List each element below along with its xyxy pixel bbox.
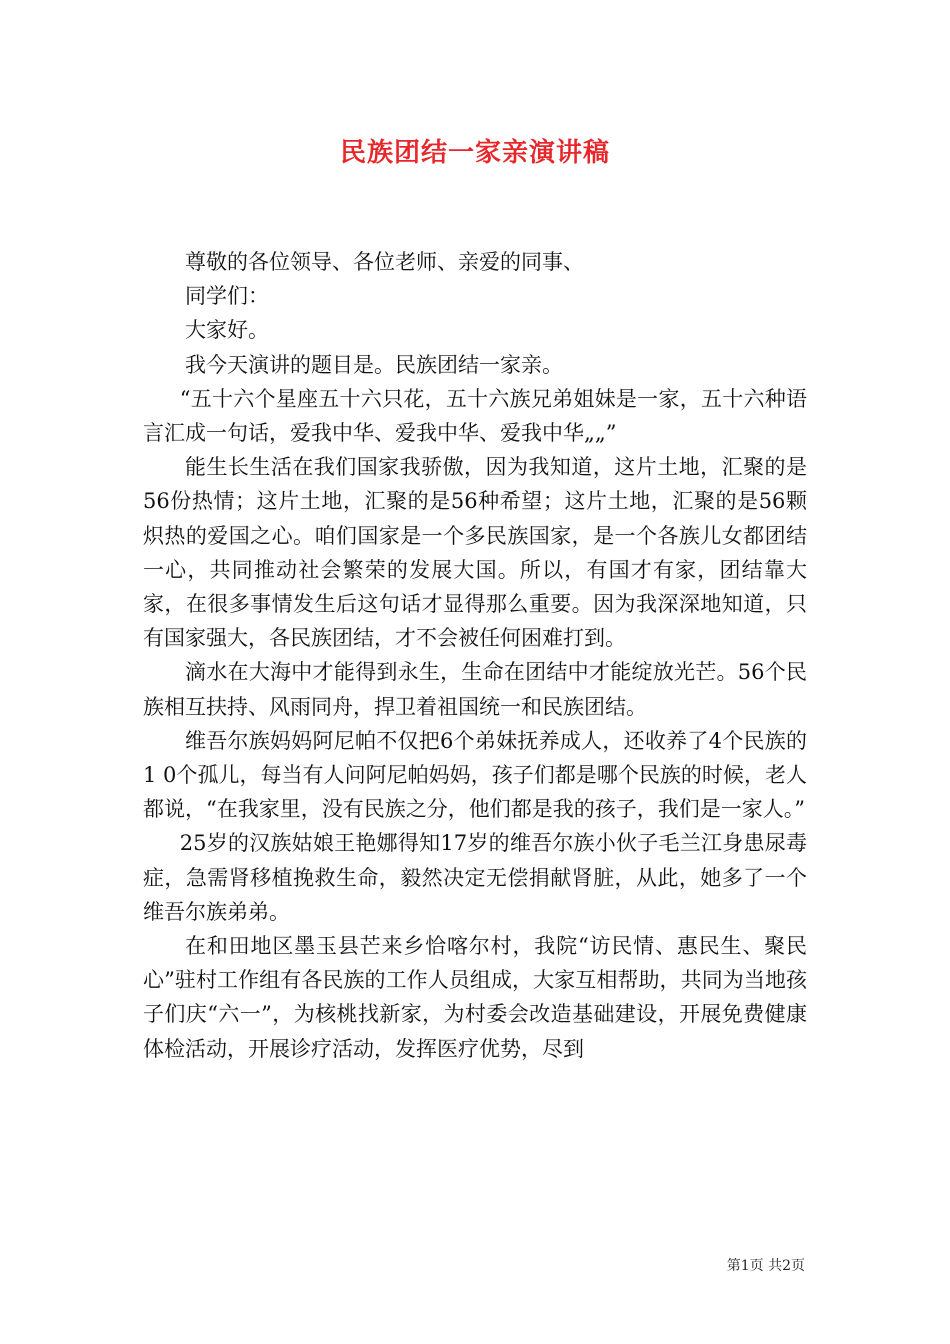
paragraph-anipa: 维吾尔族妈妈阿尼帕不仅把6个弟妹抚养成人，还收养了4个民族的1 0个孤儿，每当有人问阿尼帕妈妈，孩子们都是哪个民族的时候，老人都说，“在我家里，没有民族之分，他们都是我的孩子，我们是一家人。” [143,728,807,822]
paragraph-greeting-cont: 同学们： [185,284,269,309]
paragraph-song-quote: “五十六个星座五十六只花，五十六族兄弟姐妹是一家，五十六种语言汇成一句话，爱我中华、爱我中华、爱我中华„„” [143,386,807,446]
document-body [143,245,807,1066]
paragraph-wang-yanna: 25岁的汉族姑娘王艳娜得知17岁的维吾尔族小伙子毛兰江身患尿毒症，急需肾移植挽救生命，毅然决定无偿捐献肾脏，从此，她多了一个维吾尔族弟弟。 [143,831,807,924]
paragraph-hello: 大家好。 [185,318,269,343]
paragraph-greeting: 尊敬的各位领导、各位老师、亲爱的同事、 [185,250,584,274]
paragraph-village-work: 在和田地区墨玉县芒来乡恰喀尔村，我院“访民情、惠民生、聚民心”驻村工作组有各民族的工作人员组成，大家互相帮助，共同为当地孩子们庆“六一”，为核桃找新家，为村委会改造基础建设，开展免费健康体检活动，开展诊疗活动，发挥医疗优势，尽到 [143,934,807,1061]
paragraph-topic: 我今天演讲的题目是。民族团结一家亲。 [185,352,563,377]
paragraph-pride: 能生长生活在我们国家我骄傲，因为我知道，这片土地，汇聚的是56份热情；这片土地，汇聚的是56种希望；这片土地，汇聚的是56颗炽热的爱国之心。咱们国家是一个多民族国家，是一个各族儿女都团结一心，共同推动社会繁荣的发展大国。所以，有国才有家，团结靠大家，在很多事情发生后这句话才显得那么重要。因为我深深地知道，只有国家强大，各民族团结，才不会被任何困难打到。 [143,455,807,651]
document-title: 民族团结一家亲演讲稿 [339,138,610,168]
paragraph-water-drop: 滴水在大海中才能得到永生，生命在团结中才能绽放光芒。56个民族相互扶持、风雨同舟，捍卫着祖国统一和民族团结。 [143,660,807,719]
page-number: 第1页 共2页 [726,1258,805,1274]
